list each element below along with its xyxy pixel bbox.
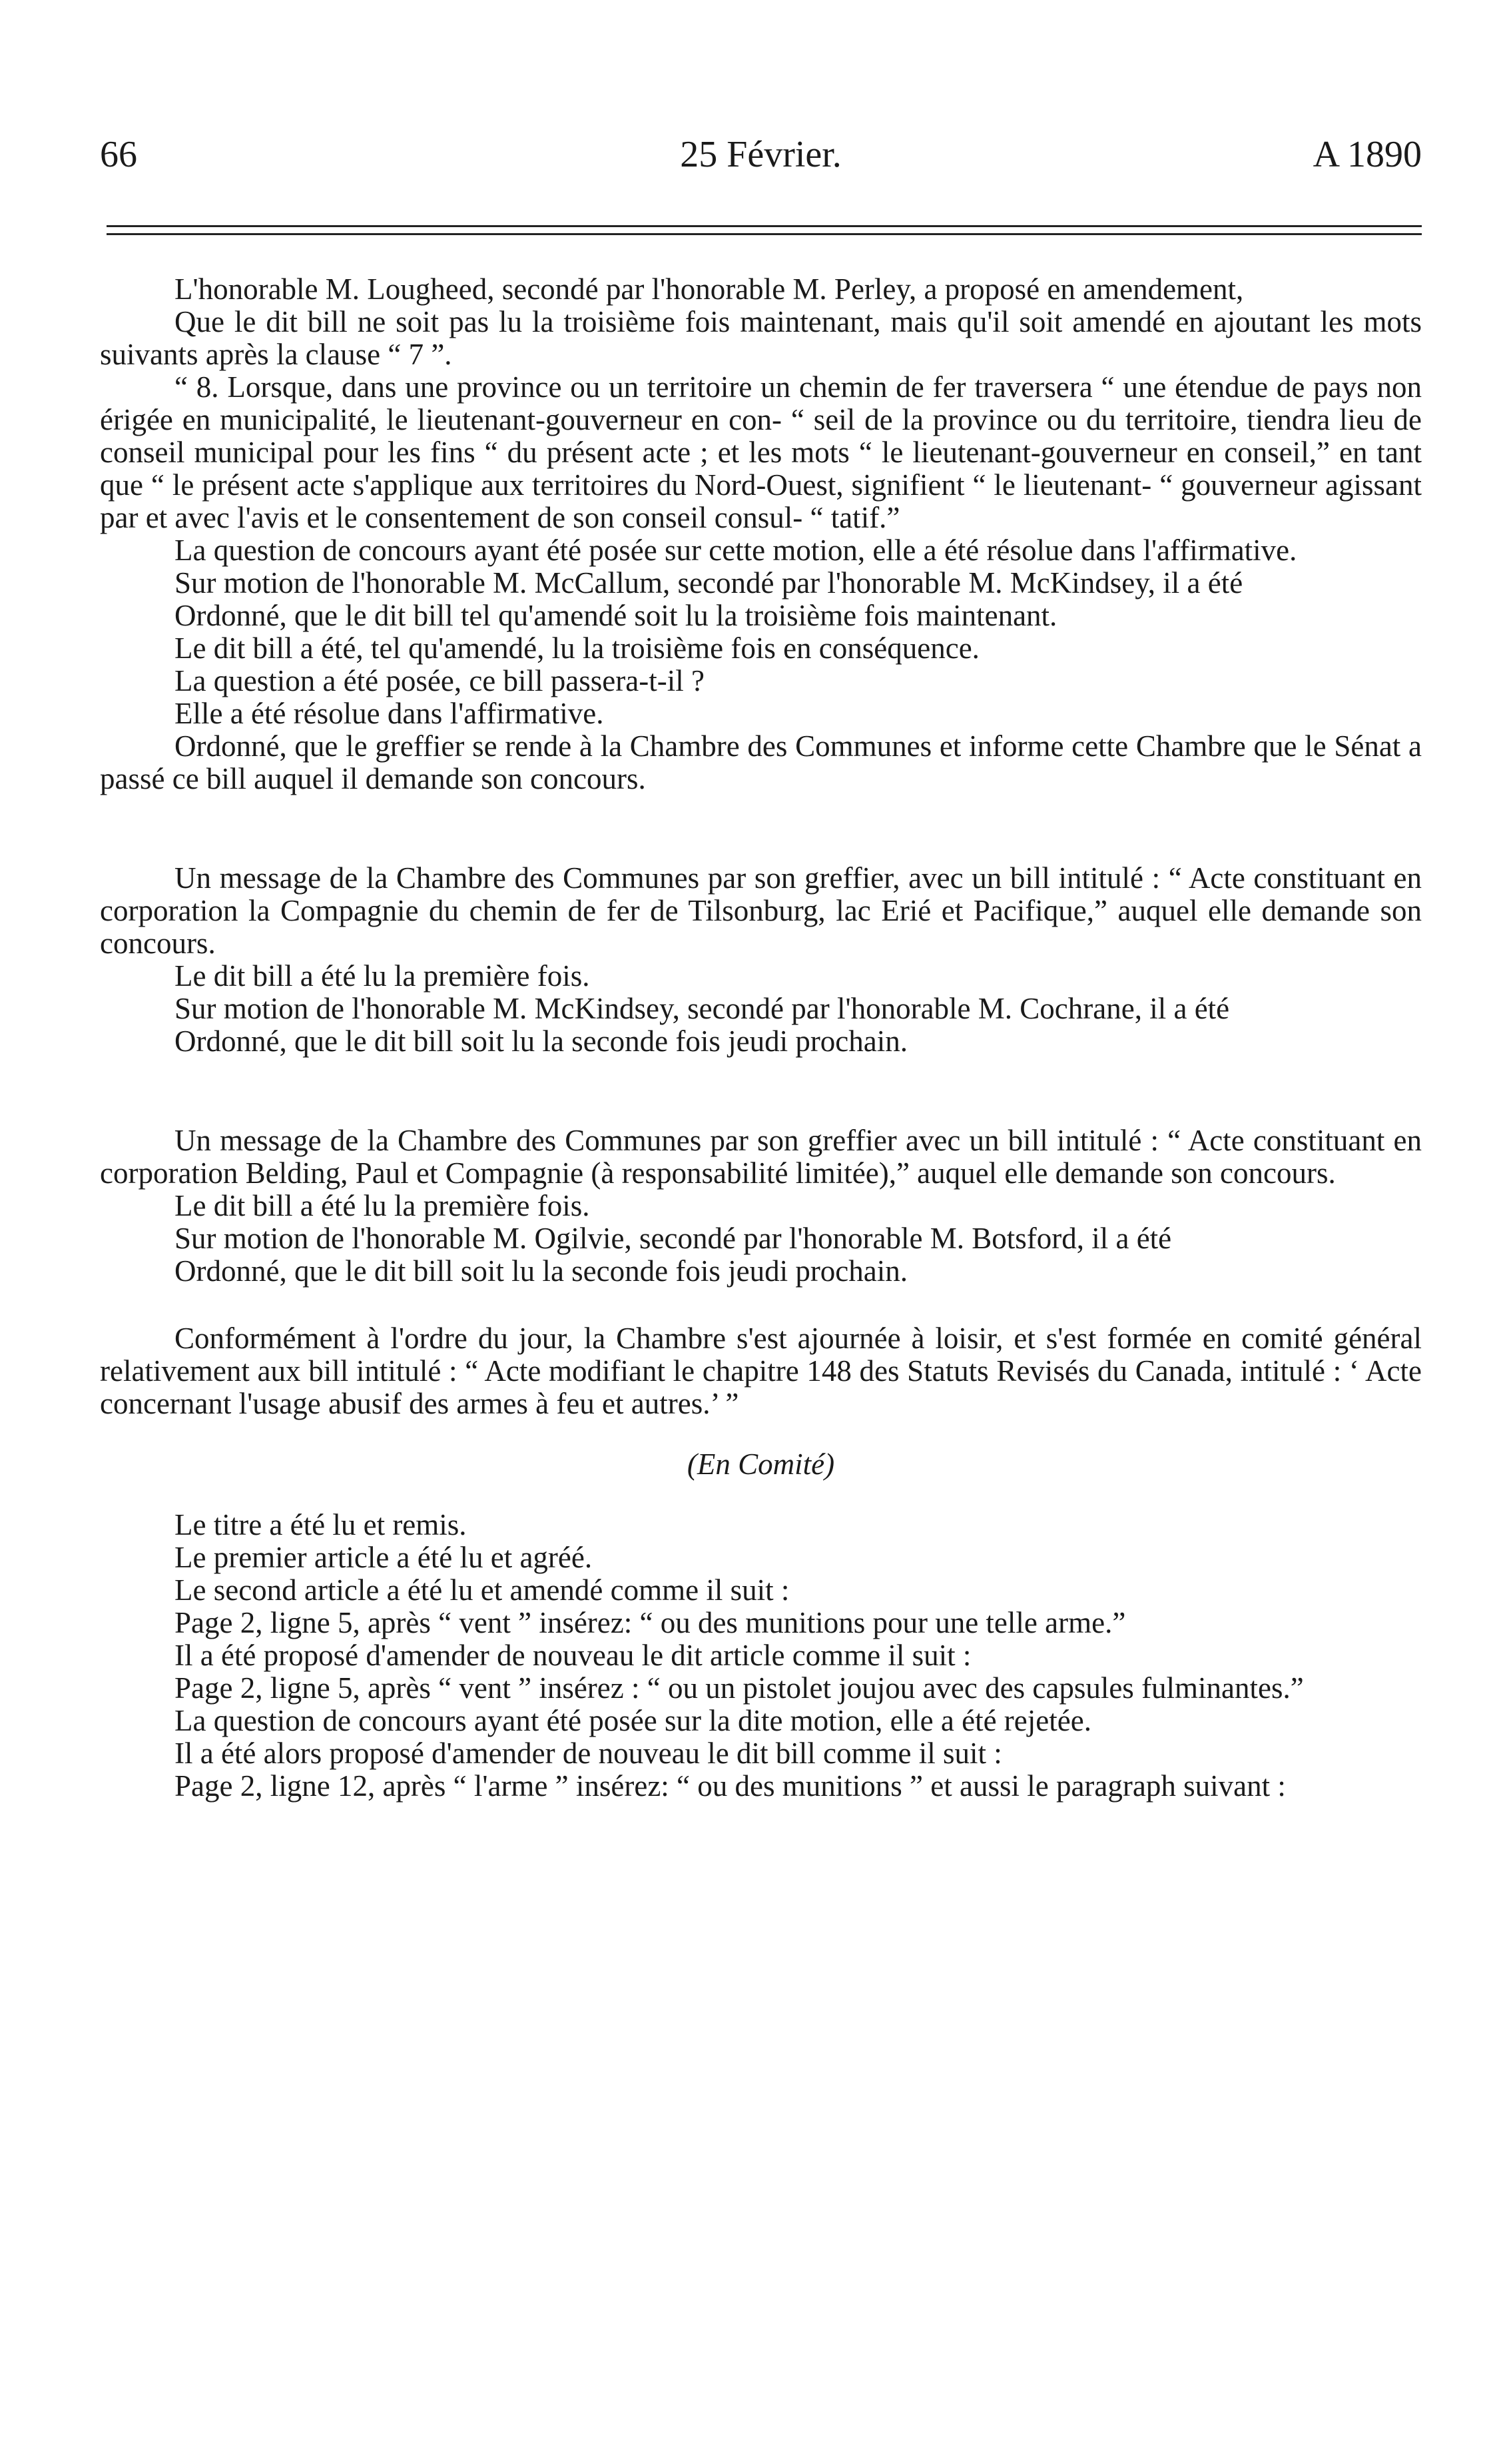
paragraph: Page 2, ligne 5, après “ vent ” insérez: “ ou des munitions pour une telle arme.”: [174, 1606, 1126, 1639]
paragraph: Page 2, ligne 5, après “ vent ” insérez : “ ou un pistolet joujou avec des capsules fulminantes.”: [174, 1671, 1304, 1705]
paragraph: Un message de la Chambre des Communes par son greffier, avec un bill intitulé : “ Acte constituant en corporation la Compagnie du chemin de fer de Tilsonburg, lac Erié et Pacifique,” auquel elle demande son concours.: [100, 861, 1422, 960]
header-year: A 1890: [1313, 134, 1422, 175]
paragraph: Le dit bill a été lu la première fois.: [174, 1189, 590, 1222]
paragraph: Ordonné, que le greffier se rende à la Chambre des Communes et informe cette Chambre que le Sénat a passé ce bill auquel il demande son concours.: [100, 729, 1422, 795]
paragraph: Le second article a été lu et amendé comme il suit :: [174, 1573, 790, 1607]
section-gap: [100, 1058, 1422, 1124]
paragraph: Ordonné, que le dit bill tel qu'amendé soit lu la troisième fois maintenant.: [174, 599, 1057, 632]
paragraph: Il a été proposé d'amender de nouveau le dit article comme il suit :: [174, 1639, 972, 1672]
paragraph: Le titre a été lu et remis.: [174, 1508, 467, 1541]
paragraph: La question de concours ayant été posée sur cette motion, elle a été résolue dans l'affirmative.: [174, 534, 1297, 567]
paragraph: Sur motion de l'honorable M. Ogilvie, secondé par l'honorable M. Botsford, il a été: [174, 1222, 1172, 1255]
paragraph: La question de concours ayant été posée sur la dite motion, elle a été rejetée.: [174, 1704, 1091, 1737]
paragraph: Ordonné, que le dit bill soit lu la seconde fois jeudi prochain.: [174, 1025, 908, 1058]
paragraph: Sur motion de l'honorable M. McKindsey, secondé par l'honorable M. Cochrane, il a été: [174, 992, 1230, 1025]
header-rule-bottom: [107, 233, 1422, 235]
paragraph: Le dit bill a été lu la première fois.: [174, 959, 590, 993]
paragraph: Il a été alors proposé d'amender de nouveau le dit bill comme il suit :: [174, 1737, 1002, 1770]
paragraph: Sur motion de l'honorable M. McCallum, secondé par l'honorable M. McKindsey, il a été: [174, 566, 1243, 600]
page-number: 66: [100, 134, 137, 175]
quoted-clause: “ 8. Lorsque, dans une province ou un territoire un chemin de fer traversera “ une étendue de pays non érigée en municipalité, le lieutenant-gouverneur en con- “ seil de la province ou du territoire, tiendra lieu de conseil municipal pour les fins “ du présent acte ; et les mots “ le lieutenant-gouverneur en conseil,” en tant que “ le présent acte s'applique aux territoires du Nord-Ouest, signifient “ le lieutenant- “ gouverneur agissant par et avec l'avis et le consentement de son conseil consul- “ tatif.”: [100, 370, 1422, 534]
section-gap: [100, 1288, 1422, 1322]
section-gap: [100, 795, 1422, 862]
paragraph: Que le dit bill ne soit pas lu la troisième fois maintenant, mais qu'il soit amendé en ajoutant les mots suivants après la clause “ 7 ”.: [100, 305, 1422, 371]
paragraph: L'honorable M. Lougheed, secondé par l'honorable M. Perley, a proposé en amendement,: [174, 272, 1244, 306]
paragraph: Elle a été résolue dans l'affirmative.: [174, 697, 604, 730]
header-date: 25 Février.: [680, 134, 842, 175]
paragraph: Ordonné, que le dit bill soit lu la seconde fois jeudi prochain.: [174, 1254, 908, 1288]
paragraph: Page 2, ligne 12, après “ l'arme ” insérez: “ ou des munitions ” et aussi le paragraph suivant :: [174, 1769, 1286, 1803]
paragraph: Le premier article a été lu et agréé.: [174, 1541, 593, 1574]
paragraph: La question a été posée, ce bill passera-t-il ?: [174, 664, 705, 697]
header-rule-top: [107, 225, 1422, 227]
paragraph: Conformément à l'ordre du jour, la Chambre s'est ajournée à loisir, et s'est formée en comité général relativement aux bill intitulé : “ Acte modifiant le chapitre 148 des Statuts Revisés du Canada, intitulé : ‘ Acte concernant l'usage abusif des armes à feu et autres.’ ”: [100, 1322, 1422, 1420]
document-body: [100, 273, 1422, 1803]
paragraph: Un message de la Chambre des Communes par son greffier avec un bill intitulé : “ Acte constituant en corporation Belding, Paul et Compagnie (à responsabilité limitée),” auquel elle demande son concours.: [100, 1124, 1422, 1190]
section-heading: (En Comité): [687, 1447, 835, 1481]
page-header: [100, 133, 1422, 187]
paragraph: Le dit bill a été, tel qu'amendé, lu la troisième fois en conséquence.: [174, 631, 980, 665]
